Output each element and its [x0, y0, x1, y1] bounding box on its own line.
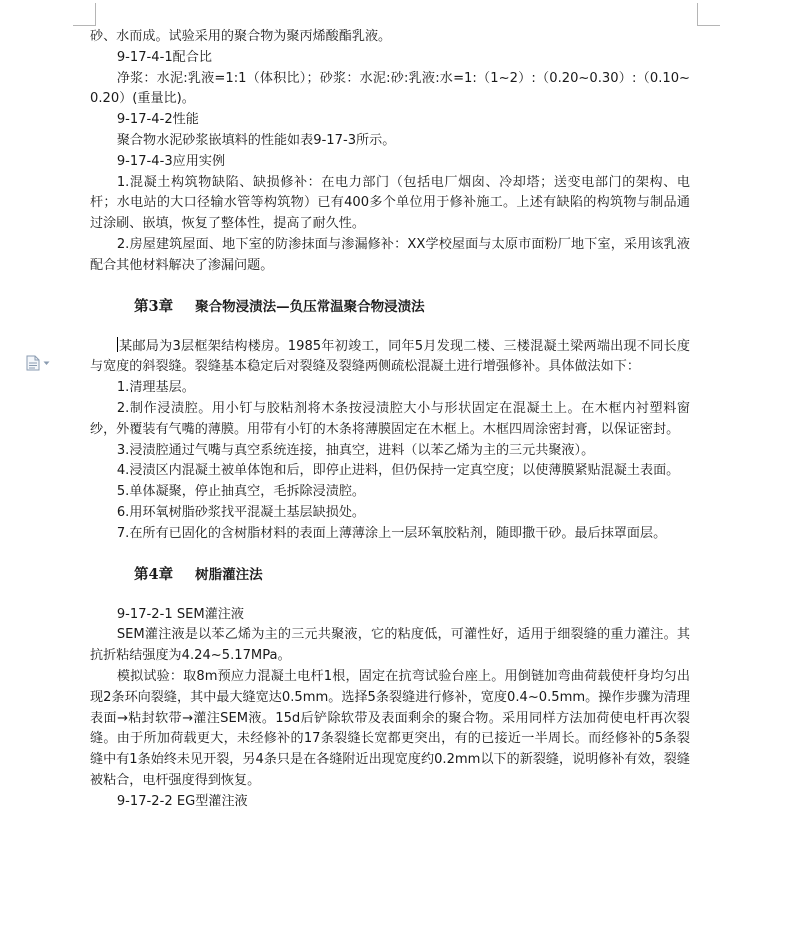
chapter-number: 第3章: [134, 297, 174, 315]
paragraph-text: 4.浸渍区内混凝土被单体饱和后，即停止进料，但仍保持一定真空度；以使薄膜紧贴混凝土表面。: [116, 463, 680, 479]
body-paragraph: [90, 625, 690, 667]
chapter-title: 树脂灌注法: [195, 566, 263, 583]
blank-line: [90, 585, 690, 605]
body-paragraph: [90, 235, 690, 277]
paragraph-text: 净浆：水泥:乳液=1:1（体积比）；砂浆：水泥:砂:乳液:水=1:（1~2）:（0.20~0.30）:（0.10~0.20）(重量比)。: [90, 70, 690, 107]
paragraph-text: 6.用环氧树脂砂浆找平混凝土基层缺损处。: [116, 504, 366, 520]
body-paragraph: [90, 503, 690, 524]
blank-line: [90, 277, 690, 297]
paragraph-text: 1.混凝土构筑物缺陷、缺损修补：在电力部门（包括电厂烟囱、冷却塔；送变电部门的架构、电杆；水电站的大口径输水管等构筑物）已有400多个单位用于修补施工。上述有缺陷的构筑物与制品通过涂刷、嵌填，恢复了整体性，提高了耐久性。: [90, 174, 690, 232]
body-paragraph: [90, 110, 690, 131]
paragraph-text: 模拟试验：取8m预应力混凝土电杆1根，固定在抗弯试验台座上。用倒链加弯曲荷载使杆身均匀出现2条环向裂缝，其中最大缝宽达0.5mm。选择5条裂缝进行修补，宽度0.4~0.5mm。操作步骤为清理表面→粘封软带→灌注SEM液。15d后铲除软带及表面剩余的聚合物。采用同样方法加荷使电杆再次裂缝。由于所加荷载更大，未经修补的17条裂缝长宽都更突出，有的已接近一半周长。而经修补的5条裂缝中有1条始终未见开裂，另4条只是在各缝附近出现宽度约0.2mm以下的新裂缝，说明修补有效，裂缝被粘合，电杆强度得到恢复。: [90, 668, 690, 788]
body-paragraph: [90, 152, 690, 173]
paragraph-text: 9-17-2-1 SEM灌注液: [116, 606, 244, 622]
paragraph-text: 9-17-4-1配合比: [116, 49, 212, 65]
paragraph-text: 2.房屋建筑屋面、地下室的防渗抹面与渗漏修补：XX学校屋面与太原市面粉厂地下室，采用该乳液配合其他材料解决了渗漏问题。: [90, 236, 690, 273]
body-paragraph: [90, 605, 690, 626]
paragraph-text: 5.单体凝聚，停止抽真空，毛拆除浸渍腔。: [116, 484, 366, 500]
body-paragraph: [90, 667, 690, 792]
body-paragraph: [90, 69, 690, 111]
paragraph-text: 9-17-4-2性能: [116, 112, 199, 128]
body-paragraph: [90, 441, 690, 462]
blank-line: [90, 317, 690, 337]
body-paragraph: [90, 337, 690, 379]
chapter-heading: [90, 297, 690, 317]
body-paragraph: [90, 378, 690, 399]
body-paragraph: [90, 48, 690, 69]
body-paragraph: [90, 461, 690, 482]
document-icon: [26, 355, 40, 371]
body-paragraph: [90, 131, 690, 152]
chapter-title: 聚合物浸渍法—负压常温聚合物浸渍法: [195, 298, 425, 315]
document-body[interactable]: [90, 27, 690, 813]
body-paragraph: [90, 173, 690, 235]
body-paragraph: [90, 27, 690, 48]
paragraph-text: 1.清理基层。: [116, 380, 195, 396]
chapter-number: 第4章: [134, 565, 174, 583]
body-paragraph: [90, 792, 690, 813]
chapter-heading: [90, 565, 690, 585]
paragraph-text: 砂、水而成。试验采用的聚合物为聚丙烯酸酯乳液。: [90, 29, 392, 44]
chevron-down-icon: [43, 361, 50, 366]
body-paragraph: [90, 399, 690, 441]
page-corner-mark-right: [697, 3, 720, 26]
paragraph-text: 3.浸渍腔通过气嘴与真空系统连接，抽真空，进料（以苯乙烯为主的三元共聚液）。: [116, 442, 595, 458]
page-corner-mark-left: [73, 3, 96, 26]
paragraph-text: 聚合物水泥砂浆嵌填料的性能如表9-17-3所示。: [116, 132, 396, 148]
body-paragraph: [90, 524, 690, 545]
paragraph-text: 9-17-4-3应用实例: [116, 153, 226, 169]
paragraph-text: SEM灌注液是以苯乙烯为主的三元共聚液，它的粘度低，可灌性好，适用于细裂缝的重力灌注。其抗折粘结强度为4.24~5.17MPa。: [90, 627, 690, 664]
text-cursor: [117, 337, 118, 352]
paragraph-text: 7.在所有已固化的含树脂材料的表面上薄薄涂上一层环氧胶粘剂，随即撒干砂。最后抹罩面层。: [116, 525, 667, 541]
blank-line: [90, 545, 690, 565]
paragraph-text: 2.制作浸渍腔。用小钉与胶粘剂将木条按浸渍腔大小与形状固定在混凝土上。在木框内衬塑料窗纱，外覆装有气嘴的薄膜。用带有小钉的木条将薄膜固定在木框上。木框四周涂密封膏，以保证密封。: [90, 400, 690, 437]
paragraph-text: 某邮局为3层框架结构楼房。1985年初竣工，同年5月发现二楼、三楼混凝土梁两端出现不同长度与宽度的斜裂缝。裂缝基本稳定后对裂缝及裂缝两侧疏松混凝土进行增强修补。具体做法如下：: [90, 338, 690, 375]
paragraph-text: 9-17-2-2 EG型灌注液: [116, 793, 248, 809]
body-paragraph: [90, 482, 690, 503]
paragraph-options-icon[interactable]: [26, 355, 56, 371]
